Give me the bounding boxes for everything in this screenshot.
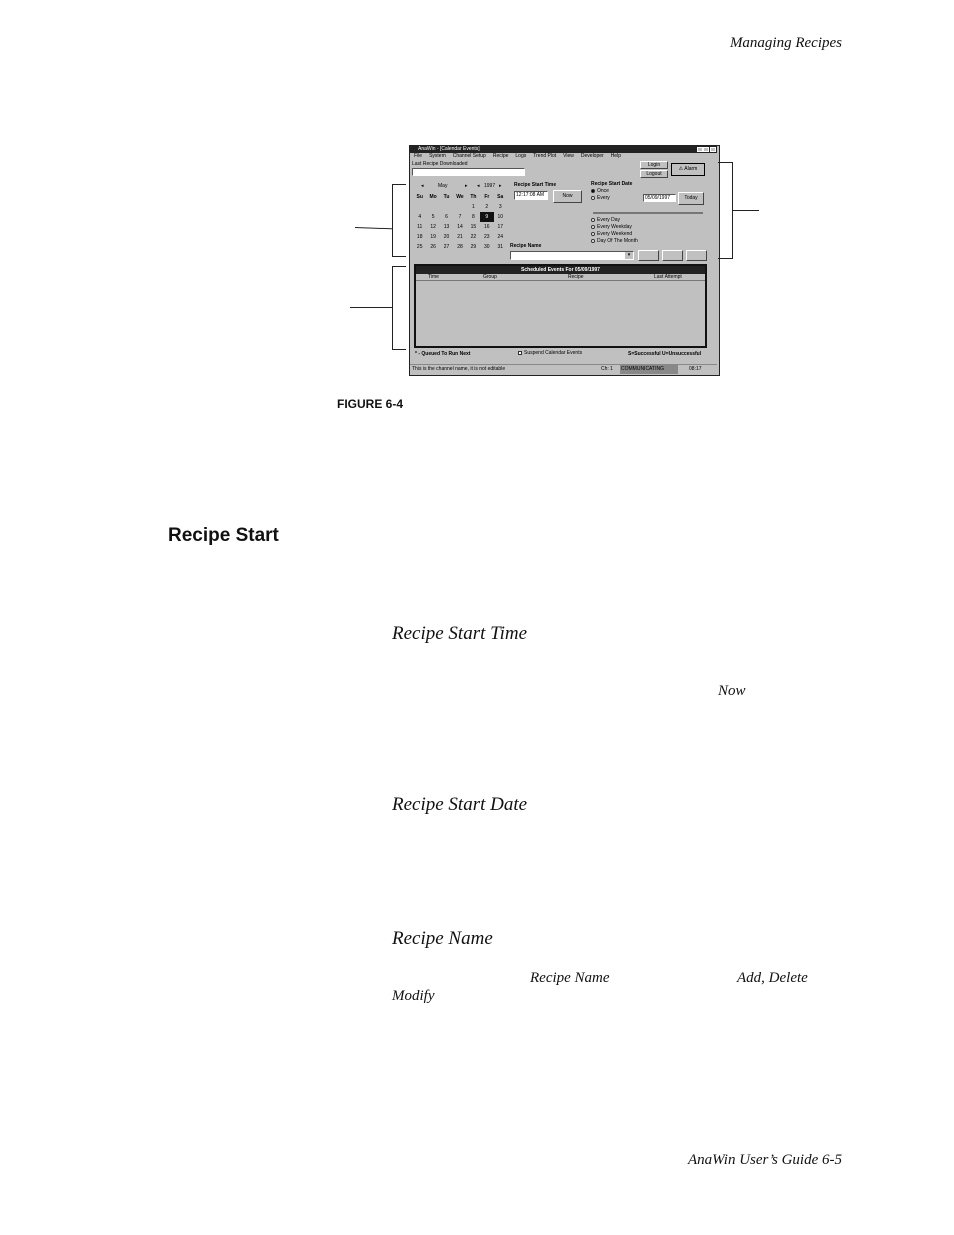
radio-icon xyxy=(591,196,595,200)
warning-icon: ⚠ xyxy=(678,166,684,172)
callout-leader-calendar xyxy=(355,227,392,229)
menu-view[interactable]: View xyxy=(563,153,574,159)
scheduled-events-panel xyxy=(414,264,707,348)
queued-legend: * - Queued To Run Next xyxy=(415,351,471,357)
column-group[interactable]: Group xyxy=(483,274,497,280)
callout-bracket-start-bottom xyxy=(718,258,732,259)
fragment-recipe-name: Recipe Name xyxy=(530,970,610,986)
login-button[interactable]: Login xyxy=(640,161,668,169)
calendar-week: 4 5 6 7 8 9 10 xyxy=(418,214,504,220)
calendar-selected-day[interactable]: 9 xyxy=(480,212,493,222)
calendar-month: May xyxy=(438,183,448,189)
menu-system[interactable]: System xyxy=(429,153,446,159)
section-heading: Recipe Start xyxy=(168,525,279,546)
calendar-grid xyxy=(413,192,507,252)
subheading-start-time: Recipe Start Time xyxy=(392,623,528,644)
running-head: Managing Recipes xyxy=(729,35,842,51)
column-time[interactable]: Time xyxy=(428,274,439,280)
fragment-add-delete: Add, Delete xyxy=(737,970,808,986)
column-last-attempt[interactable]: Last Attempt xyxy=(654,274,682,280)
subheading-start-date: Recipe Start Date xyxy=(392,794,528,815)
callout-bracket-calendar-bottom xyxy=(392,256,406,257)
callout-leader-start xyxy=(732,210,759,211)
subheading-recipe-name: Recipe Name xyxy=(392,928,493,949)
every-weekday-radio[interactable]: Every Weekday xyxy=(591,224,632,230)
calendar-week: 1 2 3 xyxy=(472,204,502,210)
status-channel: Ch: 1 xyxy=(601,366,613,372)
start-date-label: Recipe Start Date xyxy=(591,181,633,187)
recipe-name-label: Recipe Name xyxy=(510,243,542,249)
calendar-week: 25 26 27 28 29 30 31 xyxy=(416,244,504,250)
result-legend: S=Successful U=Unsuccessful xyxy=(628,351,702,357)
events-title: Scheduled Events For 05/09/1997 xyxy=(416,266,705,274)
once-radio[interactable]: Once xyxy=(591,188,609,194)
dropdown-arrow-icon[interactable]: ▾ xyxy=(625,252,633,259)
next-year-icon[interactable]: ▸ xyxy=(499,183,502,189)
day-of-month-radio[interactable]: Day Of The Month xyxy=(591,238,638,244)
last-recipe-label: Last Recipe Downloaded xyxy=(412,161,468,167)
menu-logs[interactable]: Logs xyxy=(515,153,527,159)
running-foot: AnaWin User’s Guide 6-5 xyxy=(687,1152,842,1168)
calendar-week: 11 12 13 14 15 16 17 xyxy=(417,224,504,230)
logout-button[interactable]: Logout xyxy=(640,170,668,178)
start-date-field[interactable]: 05/09/1997 xyxy=(643,194,676,202)
every-radio[interactable]: Every xyxy=(591,195,610,201)
now-button[interactable]: Now xyxy=(553,190,582,203)
date-slider[interactable] xyxy=(593,212,703,214)
every-weekend-radio[interactable]: Every Weekend xyxy=(591,231,632,237)
radio-icon xyxy=(591,225,595,229)
radio-icon xyxy=(591,239,595,243)
calendar-header xyxy=(413,182,507,191)
radio-icon xyxy=(591,232,595,236)
window-title: AnaWin - [Calendar Events] xyxy=(418,146,480,152)
calendar-weekdays: Su Mo Tu We Th Fr Sa xyxy=(416,194,504,200)
callout-bracket-events xyxy=(392,266,393,350)
callout-bracket-calendar-top xyxy=(392,184,406,185)
calendar-week: 18 19 20 21 22 23 24 xyxy=(416,234,504,240)
window-titlebar xyxy=(410,146,717,153)
calendar-year: 1997 xyxy=(484,183,496,189)
status-message: This is the channel name, it is not editable xyxy=(412,366,506,372)
column-recipe[interactable]: Recipe xyxy=(568,274,584,280)
fragment-now: Now xyxy=(718,683,746,699)
callout-bracket-events-bottom xyxy=(392,349,406,350)
menu-recipe[interactable]: Recipe xyxy=(492,153,509,159)
fragment-modify: Modify xyxy=(392,988,435,1004)
prev-year-icon[interactable]: ◂ xyxy=(477,183,480,189)
screenshot-window xyxy=(409,145,720,376)
add-button[interactable] xyxy=(638,250,659,261)
start-time-field[interactable]: 12:17:08 AM xyxy=(514,191,548,200)
menu-channel-setup[interactable]: Channel Setup xyxy=(452,153,486,159)
suspend-checkbox[interactable]: Suspend Calendar Events xyxy=(518,350,582,356)
figure-caption: FIGURE 6-4 xyxy=(337,397,404,411)
delete-button[interactable] xyxy=(662,250,683,261)
menu-trend-plot[interactable]: Trend Plot xyxy=(533,153,557,159)
modify-button[interactable] xyxy=(686,250,707,261)
radio-selected-icon xyxy=(591,189,595,193)
recipe-name-select[interactable] xyxy=(510,251,634,260)
status-time: 08:17 xyxy=(689,366,702,372)
next-month-icon[interactable]: ▸ xyxy=(465,183,468,189)
callout-bracket-events-top xyxy=(392,266,406,267)
every-day-radio[interactable]: Every Day xyxy=(591,217,620,223)
calendar xyxy=(413,182,507,262)
checkbox-icon xyxy=(518,351,522,355)
last-recipe-field xyxy=(412,168,525,176)
menu-help[interactable]: Help xyxy=(610,153,621,159)
events-column-headers xyxy=(416,274,705,281)
menu-bar xyxy=(410,153,717,160)
radio-icon xyxy=(591,218,595,222)
prev-month-icon[interactable]: ◂ xyxy=(421,183,424,189)
alarm-button[interactable]: ⚠ Alarm xyxy=(671,163,705,176)
menu-developer[interactable]: Developer xyxy=(580,153,604,159)
start-time-label: Recipe Start Time xyxy=(514,182,557,188)
maximize-icon[interactable] xyxy=(703,147,709,152)
close-icon[interactable] xyxy=(710,147,716,152)
callout-leader-events xyxy=(350,307,392,308)
menu-file[interactable]: File xyxy=(414,153,423,159)
status-state: COMMUNICATING xyxy=(620,365,678,374)
callout-bracket-calendar xyxy=(392,184,393,257)
callout-bracket-start-top xyxy=(718,162,732,163)
status-bar xyxy=(410,364,717,373)
today-button[interactable]: Today xyxy=(678,192,704,205)
